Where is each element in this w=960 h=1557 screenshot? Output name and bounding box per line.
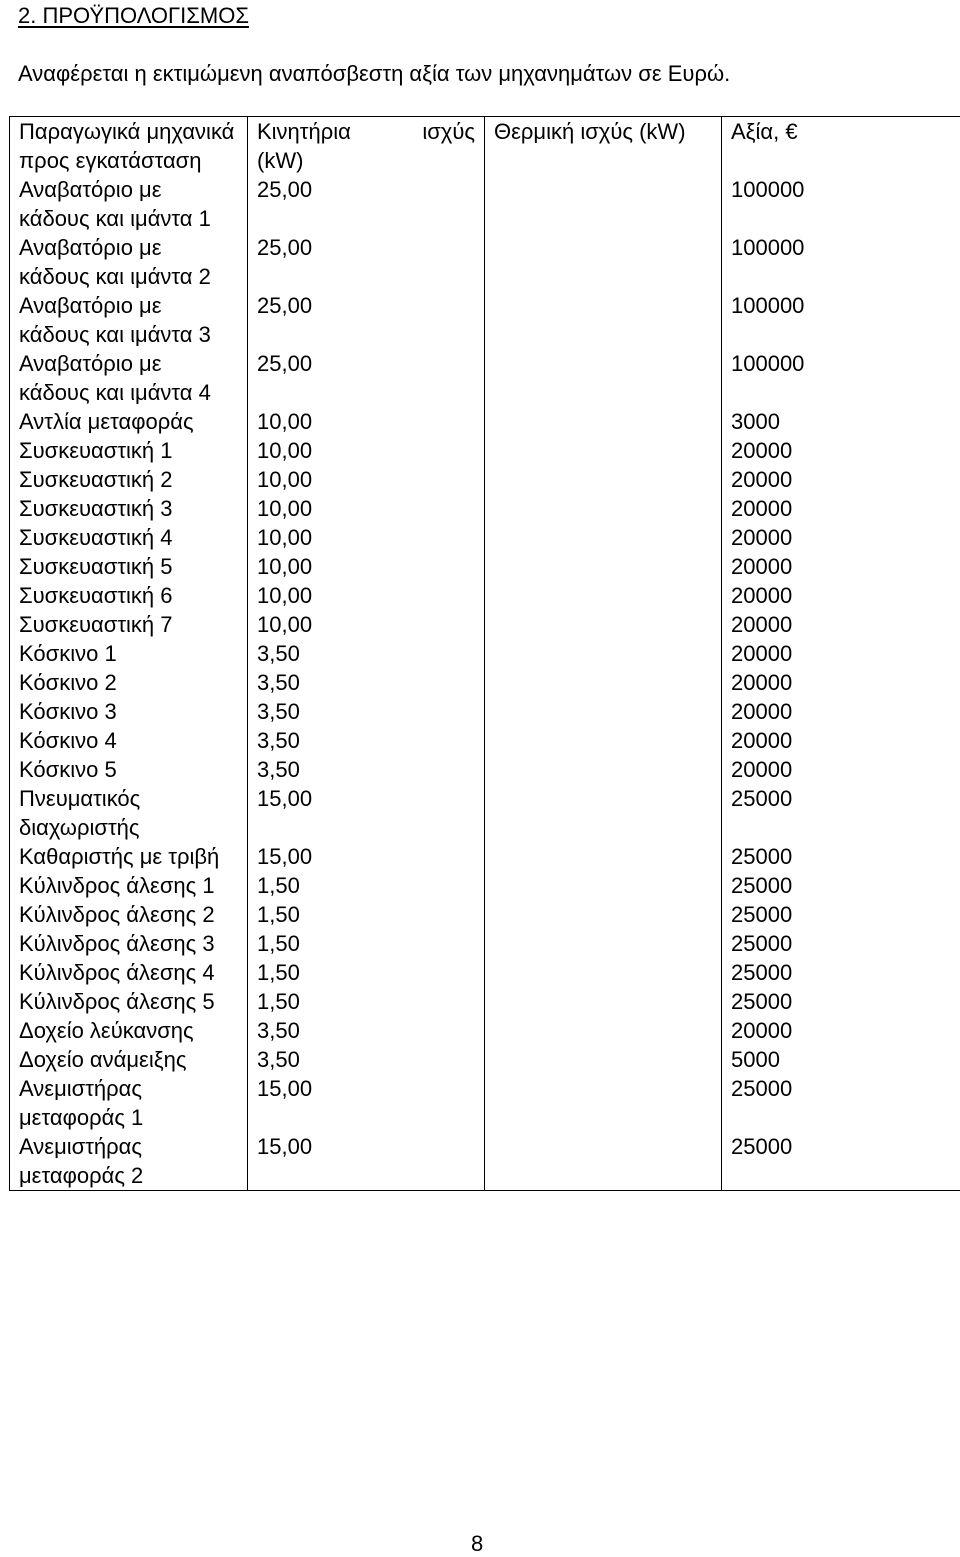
cell-thermal bbox=[485, 1016, 722, 1045]
table-row bbox=[10, 175, 960, 233]
cell-value: 20000 bbox=[722, 697, 960, 726]
header-power-label-b: ισχύς bbox=[422, 117, 475, 146]
cell-power: 1,50 bbox=[248, 871, 485, 900]
cell-power: 25,00 bbox=[248, 291, 485, 349]
cell-thermal bbox=[485, 958, 722, 987]
cell-name: Κύλινδρος άλεσης 3 bbox=[10, 929, 248, 958]
cell-thermal bbox=[485, 1045, 722, 1074]
page-number: 8 bbox=[471, 1531, 483, 1557]
table-row bbox=[10, 697, 960, 726]
cell-name: Ανεμιστήρας μεταφοράς 2 bbox=[10, 1132, 248, 1191]
cell-name: Συσκευαστική 7 bbox=[10, 610, 248, 639]
table-row bbox=[10, 523, 960, 552]
cell-value: 25000 bbox=[722, 842, 960, 871]
header-thermal: Θερμική ισχύς (kW) bbox=[485, 117, 722, 176]
table-row bbox=[10, 929, 960, 958]
table-row bbox=[10, 871, 960, 900]
table-row bbox=[10, 494, 960, 523]
cell-name: Κύλινδρος άλεσης 2 bbox=[10, 900, 248, 929]
cell-thermal bbox=[485, 1132, 722, 1191]
cell-value: 3000 bbox=[722, 407, 960, 436]
cell-thermal bbox=[485, 552, 722, 581]
cell-value: 20000 bbox=[722, 639, 960, 668]
cell-name: Συσκευαστική 3 bbox=[10, 494, 248, 523]
cell-thermal bbox=[485, 842, 722, 871]
cell-name: Δοχείο ανάμειξης bbox=[10, 1045, 248, 1074]
cell-thermal bbox=[485, 581, 722, 610]
table-row bbox=[10, 755, 960, 784]
cell-power: 15,00 bbox=[248, 1074, 485, 1132]
cell-thermal bbox=[485, 726, 722, 755]
cell-power: 25,00 bbox=[248, 233, 485, 291]
cell-value: 25000 bbox=[722, 900, 960, 929]
table-row bbox=[10, 1016, 960, 1045]
cell-thermal bbox=[485, 668, 722, 697]
cell-value: 25000 bbox=[722, 958, 960, 987]
table-row bbox=[10, 1045, 960, 1074]
cell-name: Κύλινδρος άλεσης 1 bbox=[10, 871, 248, 900]
cell-power: 1,50 bbox=[248, 987, 485, 1016]
cell-thermal bbox=[485, 987, 722, 1016]
cell-name: Αναβατόριο με κάδους και ιμάντα 2 bbox=[10, 233, 248, 291]
cell-value: 25000 bbox=[722, 1074, 960, 1132]
table-body bbox=[10, 175, 960, 1191]
cell-power: 10,00 bbox=[248, 523, 485, 552]
table-row bbox=[10, 436, 960, 465]
cell-value: 100000 bbox=[722, 291, 960, 349]
cell-name: Κόσκινο 4 bbox=[10, 726, 248, 755]
cell-value: 25000 bbox=[722, 929, 960, 958]
cell-value: 20000 bbox=[722, 436, 960, 465]
cell-name: Συσκευαστική 1 bbox=[10, 436, 248, 465]
cell-name: Αναβατόριο με κάδους και ιμάντα 3 bbox=[10, 291, 248, 349]
table-row bbox=[10, 407, 960, 436]
table-row bbox=[10, 291, 960, 349]
cell-thermal bbox=[485, 871, 722, 900]
cell-power: 15,00 bbox=[248, 1132, 485, 1191]
cell-power: 1,50 bbox=[248, 900, 485, 929]
table-row bbox=[10, 552, 960, 581]
cell-name: Συσκευαστική 2 bbox=[10, 465, 248, 494]
cell-name: Συσκευαστική 5 bbox=[10, 552, 248, 581]
cell-value: 100000 bbox=[722, 175, 960, 233]
cell-name: Κύλινδρος άλεσης 5 bbox=[10, 987, 248, 1016]
cell-name: Αναβατόριο με κάδους και ιμάντα 4 bbox=[10, 349, 248, 407]
table-row bbox=[10, 581, 960, 610]
cell-power: 10,00 bbox=[248, 552, 485, 581]
table-row bbox=[10, 668, 960, 697]
cell-thermal bbox=[485, 436, 722, 465]
cell-name: Κόσκινο 2 bbox=[10, 668, 248, 697]
table-row bbox=[10, 349, 960, 407]
cell-value: 20000 bbox=[722, 668, 960, 697]
table-row bbox=[10, 958, 960, 987]
cell-value: 5000 bbox=[722, 1045, 960, 1074]
cell-thermal bbox=[485, 697, 722, 726]
cell-power: 10,00 bbox=[248, 581, 485, 610]
cell-power: 25,00 bbox=[248, 175, 485, 233]
cell-name: Δοχείο λεύκανσης bbox=[10, 1016, 248, 1045]
cell-power: 15,00 bbox=[248, 784, 485, 842]
table-row bbox=[10, 465, 960, 494]
cell-thermal bbox=[485, 407, 722, 436]
cell-thermal bbox=[485, 1074, 722, 1132]
header-power bbox=[248, 117, 485, 176]
cell-thermal bbox=[485, 900, 722, 929]
table-row bbox=[10, 610, 960, 639]
table-row bbox=[10, 726, 960, 755]
cell-power: 3,50 bbox=[248, 697, 485, 726]
cell-power: 3,50 bbox=[248, 1045, 485, 1074]
cell-value: 25000 bbox=[722, 784, 960, 842]
cell-value: 20000 bbox=[722, 610, 960, 639]
cell-name: Αντλία μεταφοράς bbox=[10, 407, 248, 436]
cell-thermal bbox=[485, 639, 722, 668]
cell-name: Συσκευαστική 6 bbox=[10, 581, 248, 610]
cell-value: 100000 bbox=[722, 349, 960, 407]
equipment-table bbox=[9, 116, 960, 1191]
cell-power: 1,50 bbox=[248, 929, 485, 958]
cell-thermal bbox=[485, 494, 722, 523]
cell-power: 10,00 bbox=[248, 610, 485, 639]
header-value: Αξία, € bbox=[722, 117, 960, 176]
cell-name: Πνευματικός διαχωριστής bbox=[10, 784, 248, 842]
cell-name: Κόσκινο 5 bbox=[10, 755, 248, 784]
cell-thermal bbox=[485, 175, 722, 233]
cell-name: Συσκευαστική 4 bbox=[10, 523, 248, 552]
cell-value: 20000 bbox=[722, 726, 960, 755]
table-row bbox=[10, 900, 960, 929]
cell-name: Κύλινδρος άλεσης 4 bbox=[10, 958, 248, 987]
header-name: Παραγωγικά μηχανικά προς εγκατάσταση bbox=[10, 117, 248, 176]
header-power-unit: (kW) bbox=[257, 146, 475, 175]
cell-power: 15,00 bbox=[248, 842, 485, 871]
cell-thermal bbox=[485, 784, 722, 842]
cell-power: 25,00 bbox=[248, 349, 485, 407]
cell-power: 10,00 bbox=[248, 407, 485, 436]
intro-text: Αναφέρεται η εκτιμώμενη αναπόσβεστη αξία των μηχανημάτων σε Ευρώ. bbox=[18, 61, 730, 87]
cell-power: 10,00 bbox=[248, 494, 485, 523]
cell-power: 1,50 bbox=[248, 958, 485, 987]
cell-thermal bbox=[485, 610, 722, 639]
cell-power: 3,50 bbox=[248, 639, 485, 668]
cell-value: 20000 bbox=[722, 552, 960, 581]
table-row bbox=[10, 784, 960, 842]
table-header-row bbox=[10, 117, 960, 176]
section-heading: 2. ΠΡΟΫΠΟΛΟΓΙΣΜΟΣ bbox=[18, 3, 249, 29]
cell-value: 25000 bbox=[722, 1132, 960, 1191]
cell-value: 20000 bbox=[722, 494, 960, 523]
cell-thermal bbox=[485, 465, 722, 494]
table-row bbox=[10, 987, 960, 1016]
cell-value: 20000 bbox=[722, 755, 960, 784]
cell-power: 3,50 bbox=[248, 1016, 485, 1045]
cell-power: 3,50 bbox=[248, 726, 485, 755]
header-power-label-a: Κινητήρια bbox=[257, 117, 351, 146]
cell-value: 20000 bbox=[722, 581, 960, 610]
cell-name: Κόσκινο 3 bbox=[10, 697, 248, 726]
cell-thermal bbox=[485, 349, 722, 407]
cell-power: 3,50 bbox=[248, 668, 485, 697]
cell-value: 20000 bbox=[722, 1016, 960, 1045]
cell-power: 10,00 bbox=[248, 436, 485, 465]
cell-thermal bbox=[485, 929, 722, 958]
cell-name: Αναβατόριο με κάδους και ιμάντα 1 bbox=[10, 175, 248, 233]
cell-value: 100000 bbox=[722, 233, 960, 291]
table-row bbox=[10, 1074, 960, 1132]
cell-name: Κόσκινο 1 bbox=[10, 639, 248, 668]
table-row bbox=[10, 1132, 960, 1191]
cell-value: 20000 bbox=[722, 523, 960, 552]
cell-name: Ανεμιστήρας μεταφοράς 1 bbox=[10, 1074, 248, 1132]
cell-power: 10,00 bbox=[248, 465, 485, 494]
cell-thermal bbox=[485, 755, 722, 784]
cell-thermal bbox=[485, 291, 722, 349]
cell-value: 25000 bbox=[722, 987, 960, 1016]
cell-value: 20000 bbox=[722, 465, 960, 494]
cell-value: 25000 bbox=[722, 871, 960, 900]
table-row bbox=[10, 233, 960, 291]
cell-thermal bbox=[485, 233, 722, 291]
cell-thermal bbox=[485, 523, 722, 552]
cell-power: 3,50 bbox=[248, 755, 485, 784]
table-row bbox=[10, 639, 960, 668]
table-row bbox=[10, 842, 960, 871]
cell-name: Καθαριστής με τριβή bbox=[10, 842, 248, 871]
